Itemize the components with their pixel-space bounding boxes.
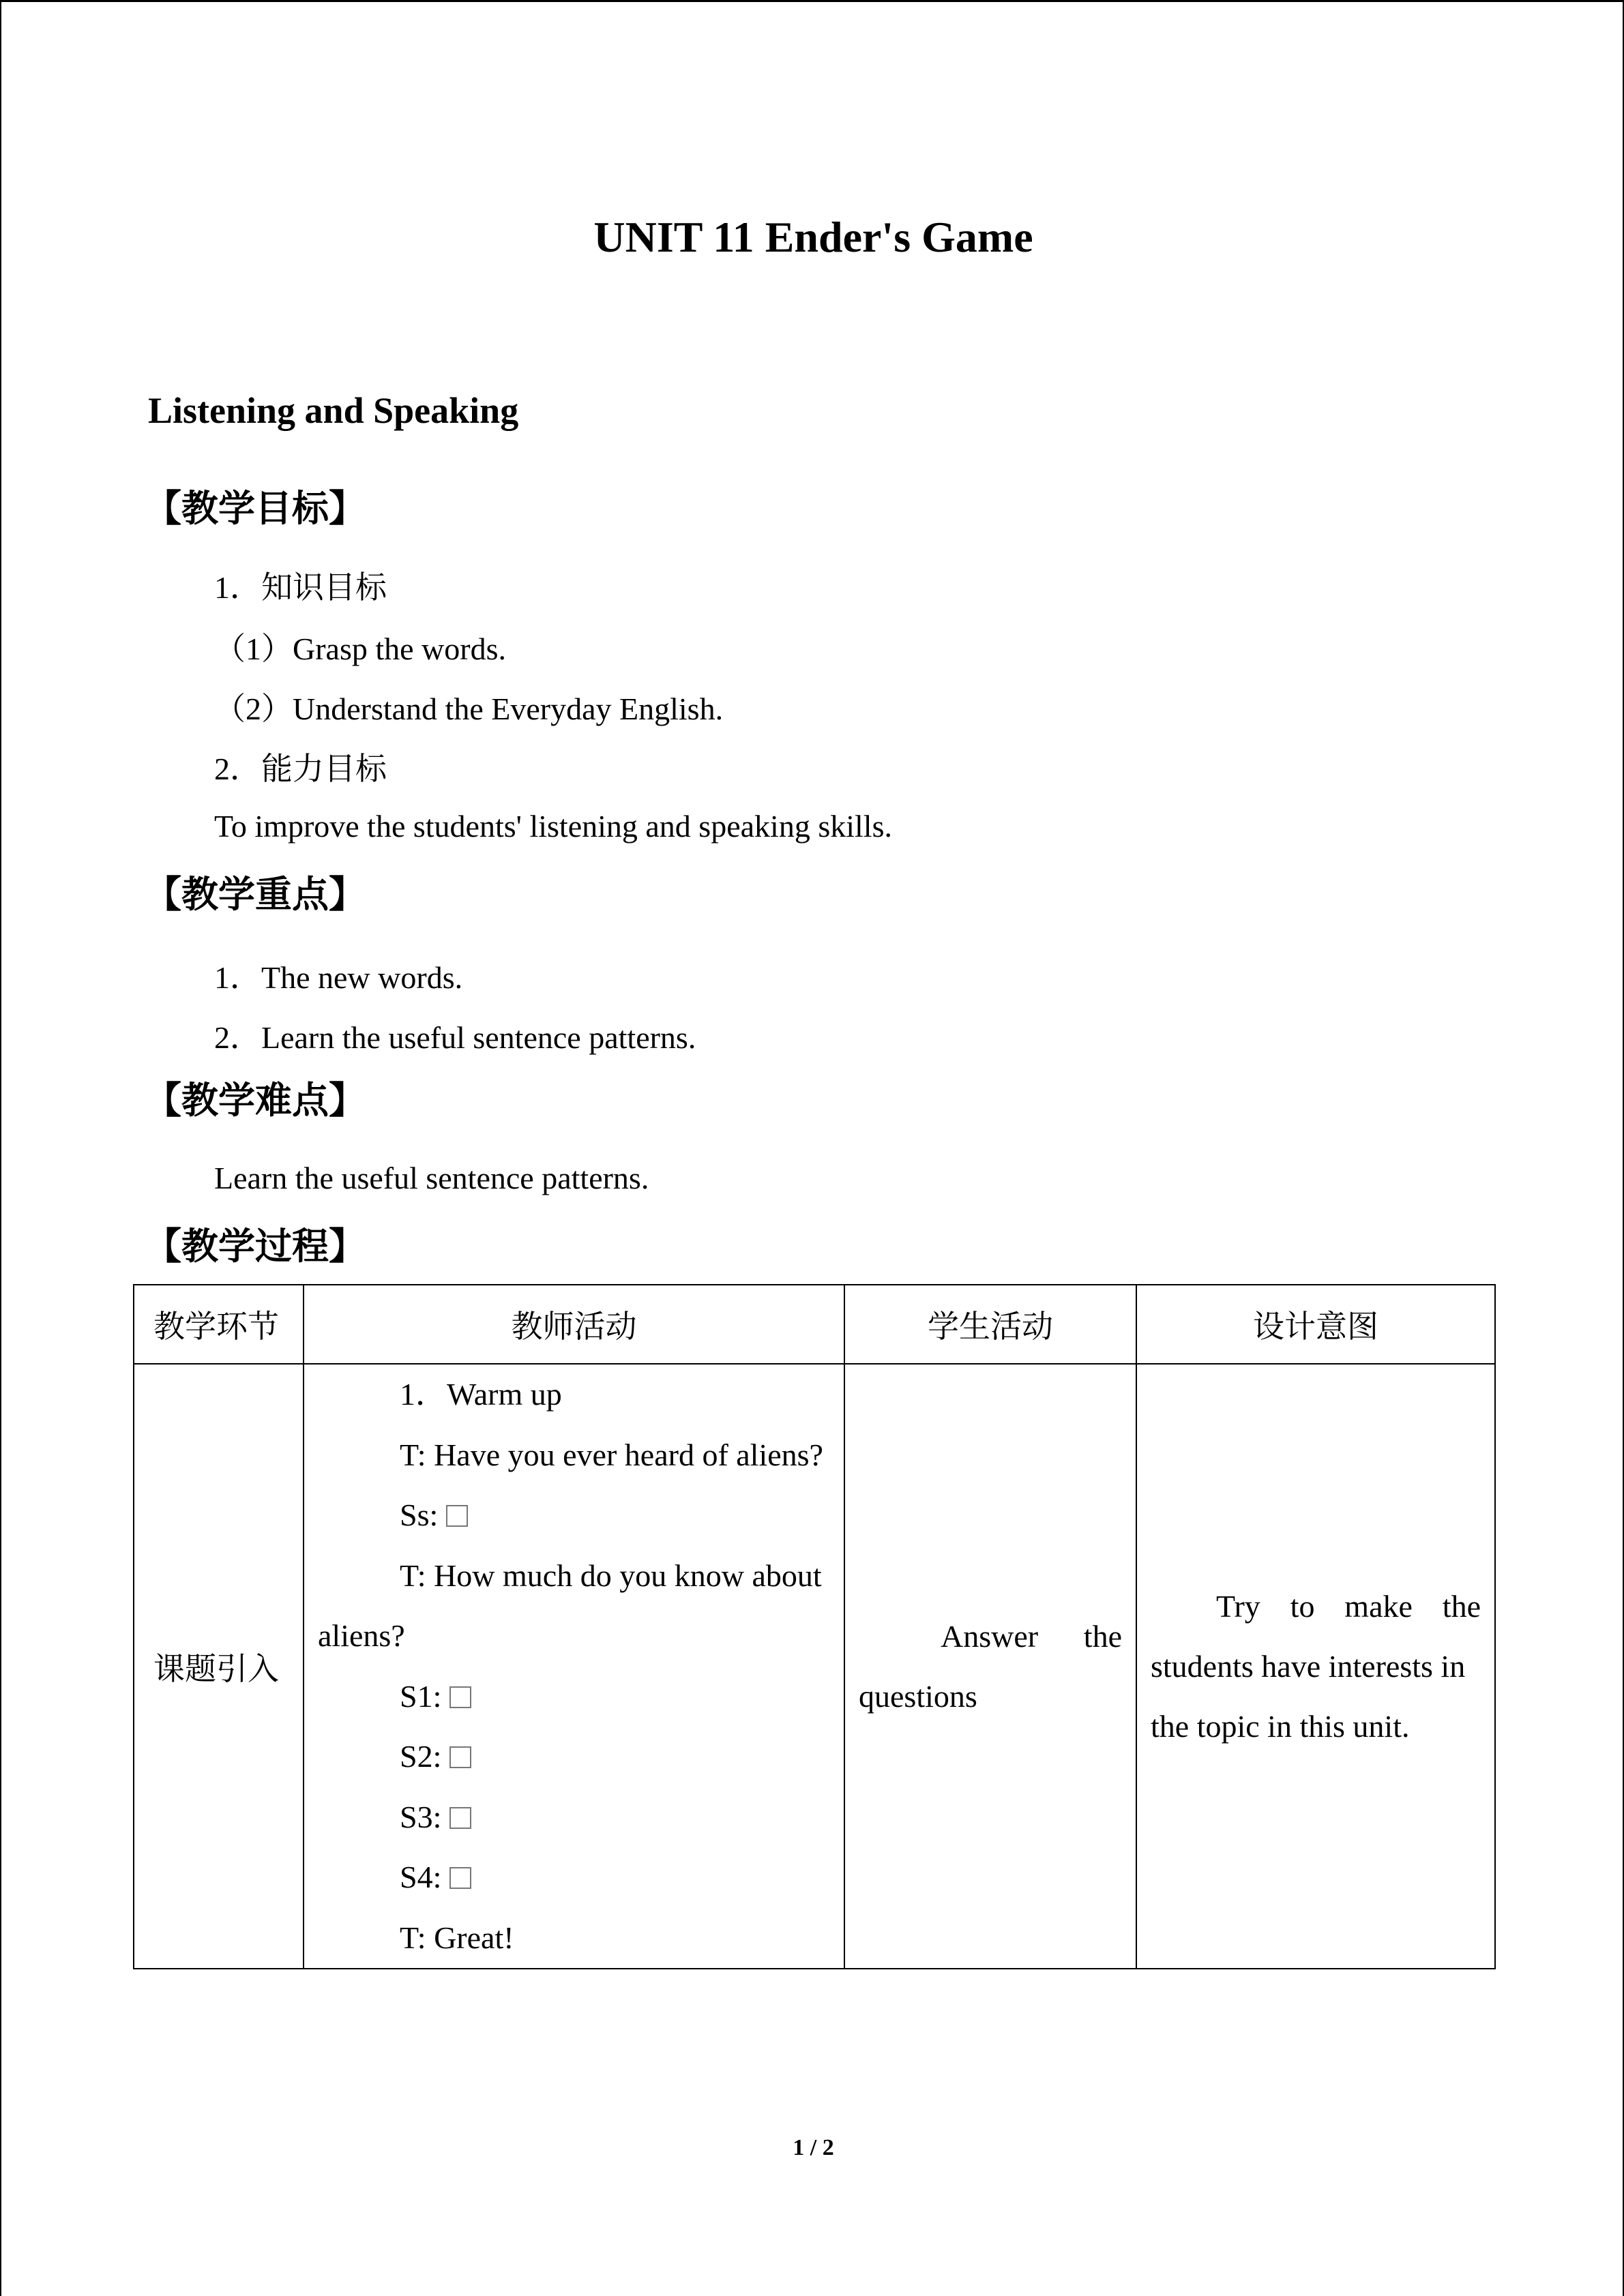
- speaker-label: S1:: [400, 1678, 442, 1714]
- section-key-points: 【教学重点】: [145, 873, 366, 916]
- section-difficulties: 【教学难点】: [145, 1079, 366, 1122]
- ability-heading: 2．能力目标: [214, 751, 387, 786]
- teacher-line: [318, 1485, 831, 1546]
- page-number: 1 / 2: [793, 2135, 834, 2160]
- blank-box-icon: [446, 1505, 468, 1527]
- intent-line: the topic in this unit.: [1151, 1708, 1410, 1744]
- table-header-row: [134, 1285, 1495, 1364]
- key-point-1: 1．The new words.: [214, 960, 463, 995]
- intent-line: students have interests in: [1151, 1648, 1466, 1684]
- blank-box-icon: [449, 1807, 471, 1829]
- section-process: 【教学过程】: [145, 1225, 366, 1268]
- speaker-label: Ss:: [400, 1497, 439, 1532]
- teacher-line: [318, 1787, 831, 1848]
- teacher-line: T: Great!: [400, 1920, 514, 1955]
- blank-box-icon: [449, 1746, 471, 1768]
- ability-text: To improve the students' listening and speaking skills.: [214, 809, 892, 844]
- knowledge-item-2: （2）Understand the Everyday English.: [214, 691, 724, 726]
- key-point-2: 2．Learn the useful sentence patterns.: [214, 1020, 696, 1055]
- section-objectives: 【教学目标】: [145, 487, 366, 530]
- teacher-line: aliens?: [318, 1618, 405, 1653]
- blank-box-icon: [449, 1867, 471, 1889]
- teacher-activity-cell: [304, 1364, 844, 1969]
- stage-cell: 课题引入: [134, 1364, 304, 1969]
- header-stage: 教学环节: [134, 1285, 304, 1364]
- teacher-line: [318, 1667, 831, 1727]
- lesson-subtitle: Listening and Speaking: [148, 390, 519, 431]
- knowledge-heading: 1．知识目标: [214, 570, 387, 605]
- blank-box-icon: [449, 1686, 471, 1708]
- knowledge-item-1: （1）Grasp the words.: [214, 631, 506, 666]
- student-line: Answer the: [941, 1618, 1122, 1654]
- speaker-label: S2:: [400, 1739, 442, 1774]
- student-line: questions: [859, 1678, 977, 1714]
- teacher-line: T: Have you ever heard of aliens?: [400, 1437, 823, 1472]
- teaching-process-table: [133, 1284, 1496, 1969]
- design-intent-cell: [1136, 1364, 1495, 1969]
- teacher-line: 1．Warm up: [400, 1377, 562, 1412]
- speaker-label: S4:: [400, 1860, 442, 1894]
- header-student-activity: 学生活动: [844, 1285, 1136, 1364]
- teacher-line: [318, 1847, 831, 1908]
- page-title: UNIT 11 Ender's Game: [593, 213, 1033, 261]
- student-activity-cell: [844, 1364, 1136, 1969]
- teacher-line: T: How much do you know about: [400, 1557, 822, 1593]
- intent-line: Try to make the: [1216, 1588, 1481, 1624]
- table-row: [134, 1364, 1495, 1969]
- difficulty-1: Learn the useful sentence patterns.: [214, 1161, 649, 1195]
- header-teacher-activity: 教师活动: [304, 1285, 844, 1364]
- header-design-intent: 设计意图: [1136, 1285, 1495, 1364]
- speaker-label: S3:: [400, 1799, 442, 1834]
- teacher-line: [318, 1727, 831, 1787]
